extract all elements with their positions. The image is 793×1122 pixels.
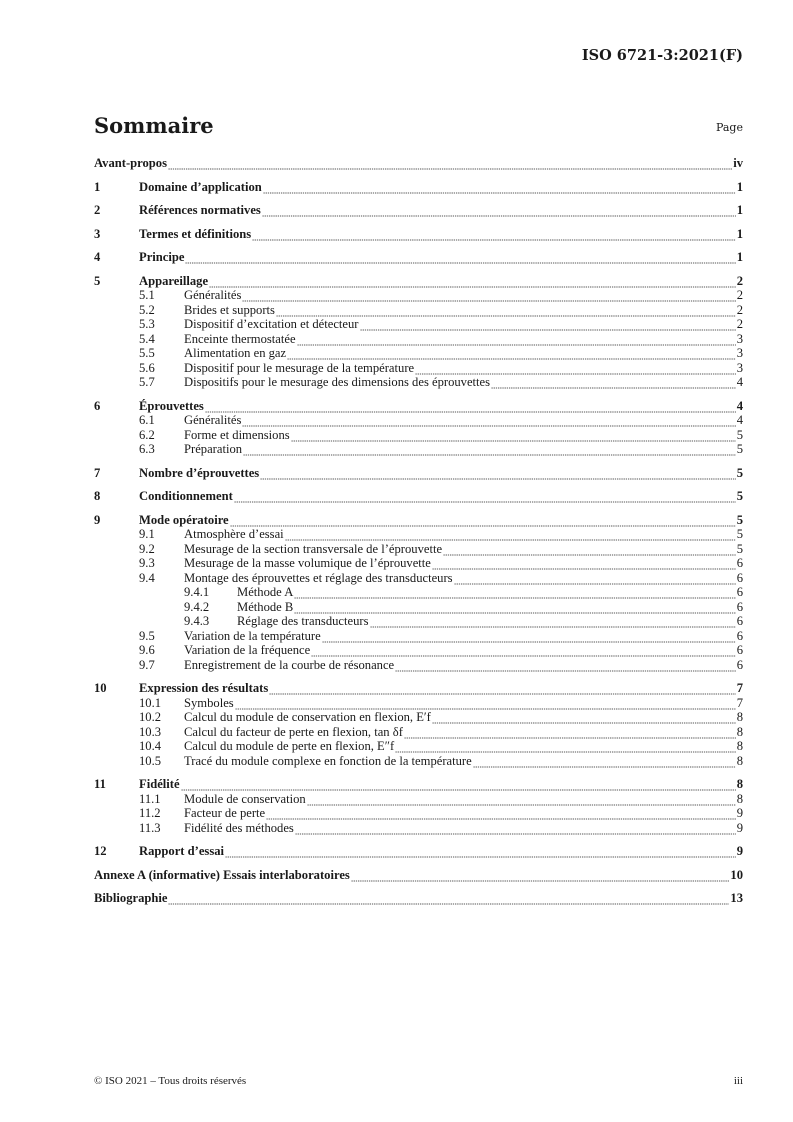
toc-entry-label: Méthode B: [237, 599, 294, 614]
toc-spacer: [94, 218, 743, 227]
toc-entry-page: 3: [736, 360, 743, 375]
toc-entry-label: Généralités: [184, 288, 242, 302]
toc-entry-number: 6.3: [139, 442, 155, 456]
toc-leader-dots: [205, 402, 736, 413]
toc-entry[interactable]: [94, 466, 743, 481]
toc-leader-dots: [454, 574, 736, 585]
toc-entry-label: Alimentation en gaz: [184, 346, 287, 360]
toc-entry-label: Dispositifs pour le mesurage des dimensions des éprouvettes: [184, 375, 491, 389]
toc-entry[interactable]: [94, 274, 743, 289]
toc-entry-number: 5.6: [139, 360, 155, 375]
toc-entry-label: Rapport d’essai: [139, 844, 225, 858]
toc-entry-number: 9.7: [139, 657, 155, 672]
page-number: iii: [733, 1075, 743, 1087]
toc-entry-page: 6: [736, 628, 743, 643]
toc-spacer: [94, 504, 743, 513]
toc-entry-number: 3: [94, 226, 101, 241]
toc-entry-number: 5.4: [139, 331, 155, 346]
toc-entry[interactable]: [94, 489, 743, 504]
toc-entry-page: 8: [736, 791, 743, 806]
toc-entry[interactable]: [94, 696, 743, 711]
toc-entry[interactable]: [94, 317, 743, 332]
toc-entry-number: 6: [94, 398, 101, 413]
toc-entry[interactable]: [94, 303, 743, 318]
toc-entry-label: Préparation: [184, 442, 243, 456]
toc-entry-label: Calcul du module de conservation en flexion, E′f: [184, 710, 431, 724]
toc-entry-label: Variation de la température: [184, 628, 321, 643]
table-of-contents: [94, 156, 743, 906]
toc-leader-dots: [285, 531, 736, 542]
toc-entry-number: 10.4: [139, 739, 162, 753]
toc-leader-dots: [307, 795, 736, 806]
toc-entry-label: Appareillage: [139, 273, 209, 288]
toc-leader-dots: [297, 335, 736, 346]
toc-spacer: [94, 194, 743, 203]
toc-entry-page: 5: [736, 427, 743, 442]
toc-entry[interactable]: [94, 361, 743, 376]
toc-leader-dots: [294, 589, 735, 600]
toc-leader-dots: [242, 292, 735, 303]
toc-entry-page: 1: [736, 179, 743, 194]
toc-entry-page: 1: [736, 250, 743, 264]
toc-entry-label: Avant-propos: [94, 156, 168, 170]
toc-entry-number: 9.4.2: [184, 599, 210, 614]
toc-entry-page: 8: [736, 777, 743, 791]
toc-entry-page: 5: [736, 465, 743, 480]
toc-entry[interactable]: [94, 777, 743, 792]
toc-entry-page: 3: [736, 346, 743, 360]
toc-entry-page: 4: [736, 413, 743, 427]
toc-leader-dots: [287, 350, 736, 361]
toc-leader-dots: [311, 647, 735, 658]
toc-entry-page: 6: [736, 599, 743, 614]
toc-entry-page: 6: [736, 556, 743, 570]
toc-entry[interactable]: [94, 513, 743, 528]
toc-leader-dots: [432, 560, 736, 571]
toc-leader-dots: [243, 446, 736, 457]
toc-entry-number: 5.1: [139, 288, 155, 302]
toc-leader-dots: [225, 848, 736, 859]
toc-entry[interactable]: [94, 658, 743, 673]
toc-entry[interactable]: [94, 542, 743, 557]
toc-entry-label: Atmosphère d’essai: [184, 527, 284, 541]
toc-spacer: [94, 390, 743, 399]
toc-entry[interactable]: [94, 739, 743, 754]
toc-entry-label: Facteur de perte: [184, 806, 266, 820]
toc-entry-number: 5.3: [139, 317, 155, 331]
toc-entry-number: 9.6: [139, 643, 155, 657]
toc-entry[interactable]: [94, 332, 743, 347]
toc-leader-dots: [230, 516, 736, 527]
toc-leader-dots: [295, 824, 736, 835]
toc-entry-number: 11: [94, 777, 106, 791]
toc-entry-label: Calcul du module de perte en flexion, E″f: [184, 739, 395, 753]
toc-entry[interactable]: [94, 754, 743, 769]
toc-entry[interactable]: [94, 821, 743, 836]
toc-spacer: [94, 241, 743, 250]
toc-entry-label: Variation de la fréquence: [184, 643, 311, 657]
toc-leader-dots: [168, 160, 732, 171]
toc-entry-page: 5: [736, 489, 743, 503]
toc-entry-number: 11.3: [139, 820, 161, 835]
toc-entry-label: Fidélité des méthodes: [184, 820, 294, 835]
toc-spacer: [94, 672, 743, 681]
toc-spacer: [94, 768, 743, 777]
toc-entry[interactable]: [94, 571, 743, 586]
toc-entry-label: Références normatives: [139, 203, 261, 217]
toc-entry-page: 6: [736, 570, 743, 585]
toc-entry-number: 9.4.1: [184, 585, 210, 599]
toc-entry-number: 8: [94, 489, 101, 503]
toc-leader-dots: [294, 603, 735, 614]
toc-leader-dots: [209, 277, 736, 288]
toc-entry[interactable]: [94, 227, 743, 242]
toc-entry-page: 4: [736, 375, 743, 389]
toc-leader-dots: [168, 895, 729, 906]
toc-leader-dots: [491, 379, 736, 390]
toc-entry-number: 10.1: [139, 695, 162, 710]
toc-entry-number: 5.5: [139, 346, 155, 360]
toc-entry-page: 6: [736, 643, 743, 657]
toc-entry-page: 9: [736, 844, 743, 858]
toc-entry-number: 11.1: [139, 791, 161, 806]
toc-entry-page: 8: [736, 739, 743, 753]
toc-entry-label: Conditionnement: [139, 489, 233, 503]
toc-entry-label: Mode opératoire: [139, 512, 229, 527]
toc-spacer: [94, 265, 743, 274]
toc-entry-number: 9: [94, 512, 101, 527]
copyright-notice: © ISO 2021 – Tous droits réservés: [94, 1075, 247, 1087]
toc-entry-page: 1: [736, 203, 743, 217]
toc-entry-page: 1: [736, 226, 743, 241]
toc-leader-dots: [234, 493, 736, 504]
toc-entry-page: 8: [736, 753, 743, 768]
toc-leader-dots: [263, 183, 736, 194]
toc-entry[interactable]: [94, 643, 743, 658]
toc-spacer: [94, 835, 743, 844]
page-column-label: Page: [715, 121, 743, 134]
toc-entry-number: 9.5: [139, 628, 155, 643]
toc-entry-page: 6: [736, 657, 743, 672]
toc-entry[interactable]: [94, 156, 743, 171]
toc-entry-page: 10: [730, 867, 743, 882]
toc-entry-page: 5: [736, 541, 743, 556]
toc-leader-dots: [322, 632, 736, 643]
toc-entry-page: 5: [736, 512, 743, 527]
toc-entry-label: Généralités: [184, 413, 242, 427]
toc-entry-number: 5.7: [139, 375, 155, 389]
toc-entry-page: 7: [736, 681, 743, 695]
toc-entry-label: Dispositif pour le mesurage de la température: [184, 360, 415, 375]
toc-entry-label: Éprouvettes: [139, 398, 204, 413]
toc-leader-dots: [370, 618, 736, 629]
toc-entry[interactable]: [94, 725, 743, 740]
toc-leader-dots: [266, 810, 736, 821]
toc-entry-label: Méthode A: [237, 585, 294, 599]
toc-entry-label: Mesurage de la masse volumique de l’éprouvette: [184, 556, 431, 570]
toc-entry-page: 9: [736, 806, 743, 820]
toc-entry-number: 9.1: [139, 527, 155, 541]
toc-entry-page: 8: [736, 724, 743, 739]
toc-entry-page: iv: [733, 156, 743, 170]
toc-entry-page: 5: [736, 442, 743, 456]
toc-entry-label: Annexe A (informative) Essais interlaboratoires: [94, 867, 350, 882]
toc-leader-dots: [395, 743, 736, 754]
toc-entry-page: 8: [736, 710, 743, 724]
toc-entry-label: Brides et supports: [184, 302, 275, 317]
toc-entry[interactable]: [94, 614, 743, 629]
toc-entry[interactable]: [94, 250, 743, 265]
toc-entry-page: 2: [736, 273, 743, 288]
toc-entry[interactable]: [94, 346, 743, 361]
title-row: [94, 113, 743, 143]
toc-entry-label: Montage des éprouvettes et réglage des transducteurs: [184, 570, 453, 585]
toc-entry-number: 10.2: [139, 710, 162, 724]
toc-spacer: [94, 882, 743, 891]
toc-entry-number: 1: [94, 179, 101, 194]
toc-leader-dots: [291, 431, 736, 442]
toc-entry[interactable]: [94, 891, 743, 906]
toc-leader-dots: [269, 685, 735, 696]
toc-entry-number: 10.3: [139, 724, 162, 739]
toc-spacer: [94, 171, 743, 180]
toc-entry-label: Nombre d’éprouvettes: [139, 465, 260, 480]
toc-entry-label: Module de conservation: [184, 791, 306, 806]
toc-entry[interactable]: [94, 375, 743, 390]
toc-entry-number: 4: [94, 250, 101, 264]
toc-entry-number: 12: [94, 844, 107, 858]
toc-entry-number: 5: [94, 273, 101, 288]
toc-entry[interactable]: [94, 442, 743, 457]
toc-entry-label: Dispositif d’excitation et détecteur: [184, 317, 359, 331]
toc-entry-label: Expression des résultats: [139, 681, 269, 695]
toc-entry-number: 6.1: [139, 413, 155, 427]
toc-leader-dots: [252, 230, 736, 241]
toc-leader-dots: [262, 207, 736, 218]
toc-entry[interactable]: [94, 600, 743, 615]
toc-entry-number: 11.2: [139, 806, 161, 820]
toc-entry-page: 9: [736, 820, 743, 835]
toc-entry[interactable]: [94, 413, 743, 428]
toc-spacer: [94, 480, 743, 489]
toc-entry-label: Enceinte thermostatée: [184, 331, 296, 346]
toc-entry-number: 10.5: [139, 753, 162, 768]
toc-entry[interactable]: [94, 806, 743, 821]
toc-entry-page: 6: [736, 614, 743, 628]
toc-leader-dots: [235, 699, 736, 710]
toc-entry[interactable]: [94, 792, 743, 807]
toc-entry-label: Principe: [139, 250, 185, 264]
toc-entry-label: Forme et dimensions: [184, 427, 290, 442]
toc-entry[interactable]: [94, 629, 743, 644]
toc-entry[interactable]: [94, 527, 743, 542]
toc-leader-dots: [432, 714, 736, 725]
toc-entry-label: Calcul du facteur de perte en flexion, tan δf: [184, 724, 403, 739]
toc-entry[interactable]: [94, 681, 743, 696]
toc-entry-number: 6.2: [139, 427, 155, 442]
toc-leader-dots: [443, 545, 736, 556]
toc-leader-dots: [404, 728, 736, 739]
toc-leader-dots: [185, 254, 735, 265]
toc-spacer: [94, 859, 743, 868]
toc-entry-number: 5.2: [139, 302, 155, 317]
toc-entry[interactable]: [94, 844, 743, 859]
toc-entry[interactable]: [94, 428, 743, 443]
document-code: ISO 6721-3:2021(F): [581, 47, 743, 64]
toc-entry[interactable]: [94, 399, 743, 414]
toc-leader-dots: [242, 417, 735, 428]
toc-entry[interactable]: [94, 710, 743, 725]
toc-leader-dots: [395, 661, 736, 672]
toc-entry-page: 2: [736, 288, 743, 302]
toc-leader-dots: [181, 781, 736, 792]
toc-entry-page: 2: [736, 317, 743, 331]
toc-entry-number: 9.3: [139, 556, 155, 570]
toc-entry-label: Enregistrement de la courbe de résonance: [184, 657, 395, 672]
page-title: Sommaire: [94, 113, 214, 138]
toc-entry-label: Symboles: [184, 695, 234, 710]
toc-entry-page: 7: [736, 695, 743, 710]
toc-spacer: [94, 457, 743, 466]
toc-entry-label: Tracé du module complexe en fonction de la température: [184, 753, 472, 768]
toc-leader-dots: [360, 321, 736, 332]
toc-entry[interactable]: [94, 556, 743, 571]
toc-entry-label: Mesurage de la section transversale de l’éprouvette: [184, 541, 443, 556]
toc-leader-dots: [473, 757, 736, 768]
toc-leader-dots: [276, 306, 736, 317]
toc-entry-page: 4: [736, 398, 743, 413]
toc-entry-label: Domaine d’application: [139, 179, 262, 194]
toc-entry[interactable]: [94, 180, 743, 195]
toc-entry-page: 13: [730, 891, 743, 905]
toc-entry-number: 2: [94, 203, 101, 217]
toc-entry-label: Termes et définitions: [139, 226, 252, 241]
toc-entry-page: 6: [736, 585, 743, 599]
toc-entry[interactable]: [94, 288, 743, 303]
toc-entry-number: 10: [94, 681, 107, 695]
toc-entry-number: 9.4.3: [184, 614, 210, 628]
toc-entry[interactable]: [94, 585, 743, 600]
toc-entry-label: Fidélité: [139, 777, 180, 791]
toc-entry-label: Bibliographie: [94, 891, 168, 905]
toc-entry-number: 9.2: [139, 541, 155, 556]
toc-entry-number: 9.4: [139, 570, 155, 585]
toc-entry-label: Réglage des transducteurs: [237, 614, 369, 628]
toc-entry-page: 3: [736, 331, 743, 346]
toc-leader-dots: [351, 871, 730, 882]
toc-entry-page: 2: [736, 302, 743, 317]
toc-leader-dots: [415, 364, 736, 375]
toc-entry-page: 5: [736, 527, 743, 541]
toc-entry[interactable]: [94, 868, 743, 883]
toc-entry[interactable]: [94, 203, 743, 218]
toc-entry-number: 7: [94, 465, 101, 480]
toc-leader-dots: [260, 469, 735, 480]
